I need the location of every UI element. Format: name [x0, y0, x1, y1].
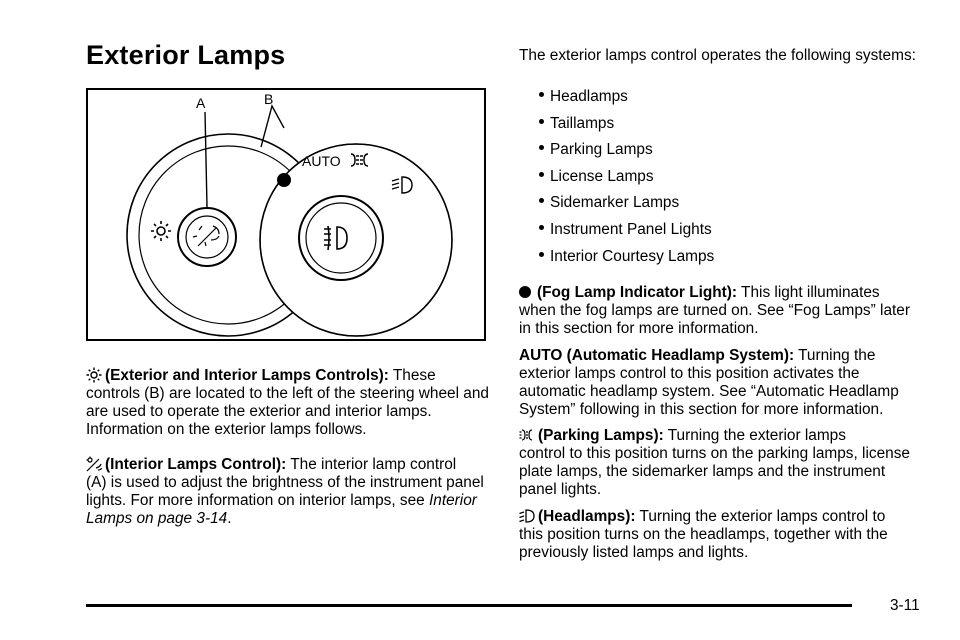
controls-paragraph: (Exterior and Interior Lamps Controls): These controls (B) are located to the left of the steering wheel and are used to operate the exterior and interior lamps. Information on the exterior lamps follows.	[86, 367, 489, 438]
lamp-control-illustration	[86, 88, 486, 341]
sun-icon	[86, 367, 102, 383]
parking-lamps-icon	[519, 427, 535, 443]
auto-paragraph: AUTO (Automatic Headlamp System): Turning the exterior lamps control to this position activates the automatic headlamp system. See “Automatic Headlamp System” following in this section for more information.	[519, 347, 899, 418]
footer-rule	[86, 604, 852, 607]
auto-heading: AUTO (Automatic Headlamp System):	[519, 347, 795, 364]
interior-lamps-link[interactable]: Interior Lamps on page 3-14	[86, 492, 477, 527]
list-item: Instrument Panel Lights	[519, 221, 714, 248]
list-item: License Lamps	[519, 168, 714, 195]
interior-control-paragraph: (Interior Lamps Control): The interior lamp control (A) is used to adjust the brightness of the instrument panel lights. For more information on interior lamps, see Interior Lamps on page 3-14.	[86, 456, 484, 527]
lamp-systems-list	[519, 88, 714, 274]
list-item: Parking Lamps	[519, 141, 714, 168]
controls-heading: (Exterior and Interior Lamps Controls):	[105, 367, 389, 384]
list-item: Taillamps	[519, 115, 714, 142]
fog-heading: (Fog Lamp Indicator Light):	[537, 284, 738, 301]
list-item: Interior Courtesy Lamps	[519, 248, 714, 275]
callout-b: B	[264, 91, 274, 107]
controls-body: controls (B) are located to the left of the steering wheel and are used to operate the exterior and interior lamps. Information on the exterior lamps follows.	[86, 385, 489, 438]
page-title: Exterior Lamps	[86, 40, 286, 70]
parking-heading: (Parking Lamps):	[538, 427, 664, 444]
intro-paragraph: The exterior lamps control operates the following systems:	[519, 47, 916, 64]
parking-paragraph: (Parking Lamps): Turning the exterior lamps control to this position turns on the parking lamps, license plate lamps, the sidemarker lamps and the instrument panel lights.	[519, 427, 910, 498]
fog-indicator-dot	[277, 173, 291, 187]
interior-control-heading: (Interior Lamps Control):	[105, 456, 287, 473]
auto-label: AUTO	[302, 153, 341, 169]
fog-paragraph: (Fog Lamp Indicator Light): This light illuminates when the fog lamps are turned on. See “Fog Lamps” later in this section for more information.	[519, 284, 910, 337]
headlamps-paragraph: (Headlamps): Turning the exterior lamps control to this position turns on the headlamps, together with the previously listed lamps and lights.	[519, 508, 888, 561]
page-number: 3-11	[890, 597, 920, 614]
fog-lamp-knob	[299, 196, 383, 280]
list-item: Sidemarker Lamps	[519, 194, 714, 221]
lamp-control-diagram	[88, 90, 484, 339]
fog-indicator-icon	[519, 286, 531, 298]
headlamps-heading: (Headlamps):	[538, 508, 636, 525]
list-item: Headlamps	[519, 88, 714, 115]
headlamp-icon	[519, 508, 535, 524]
callout-a: A	[196, 95, 206, 111]
dimmer-icon	[86, 456, 102, 472]
